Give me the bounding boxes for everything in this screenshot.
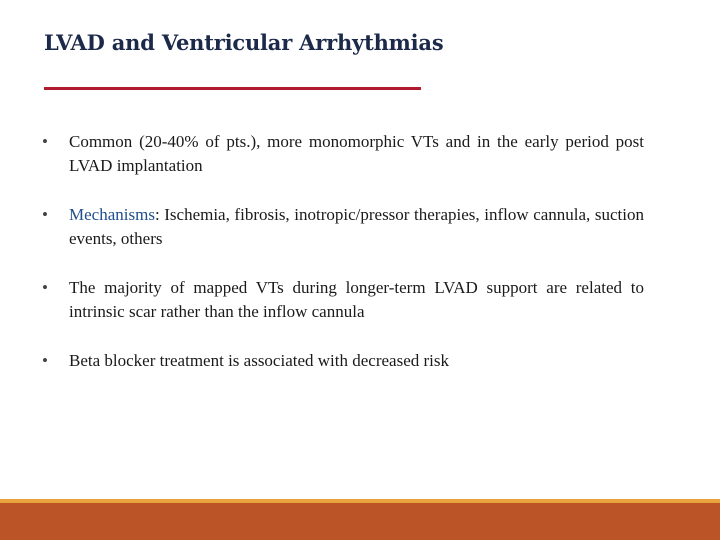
bullet-text: Beta blocker treatment is associated with decreased risk	[69, 351, 449, 370]
bullet-item	[42, 203, 644, 251]
title-underline	[44, 87, 421, 90]
bullet-icon: •	[42, 132, 48, 151]
bullet-icon: •	[42, 278, 48, 297]
bullet-text: Common (20-40% of pts.), more monomorphic VTs and in the early period post LVAD implantation	[69, 132, 644, 175]
bullet-icon: •	[42, 351, 48, 370]
bullet-item	[42, 276, 644, 324]
bullet-item	[42, 349, 644, 373]
footer-bar	[0, 503, 720, 540]
bullet-list	[42, 130, 644, 398]
bullet-item	[42, 130, 644, 178]
slide-title: LVAD and Ventricular Arrhythmias	[44, 30, 444, 55]
bullet-icon: •	[42, 205, 48, 224]
bullet-text: The majority of mapped VTs during longer-term LVAD support are related to intrinsic scar rather than the inflow cannula	[69, 278, 644, 321]
bullet-keyword: Mechanisms	[69, 205, 155, 224]
bullet-text: : Ischemia, fibrosis, inotropic/pressor therapies, inflow cannula, suction events, others	[69, 205, 644, 248]
